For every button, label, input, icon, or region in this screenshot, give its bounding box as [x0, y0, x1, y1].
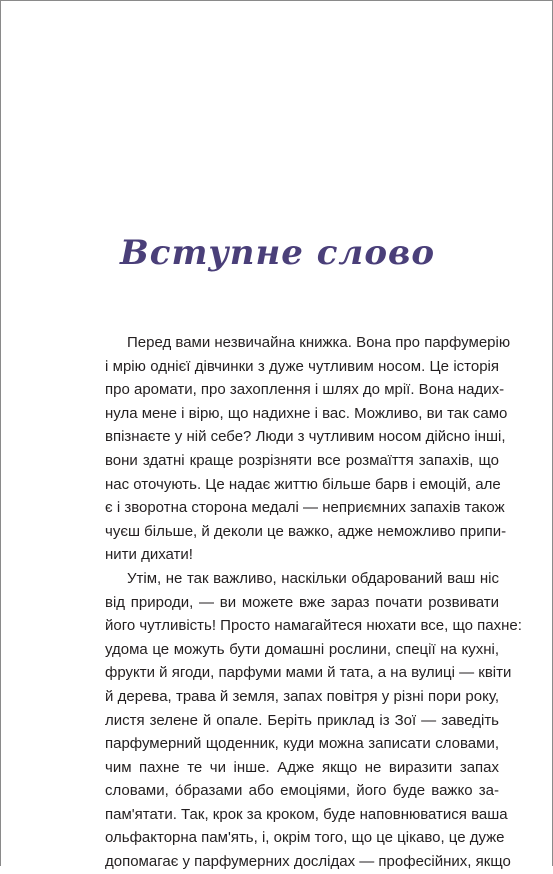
text-line: і мрію однієї дівчинки з дуже чутливим носом. Це історія — [105, 357, 499, 375]
text-line: ольфакторна пам'ять, і, окрім того, що це цікаво, це дуже — [105, 829, 505, 847]
text-line: нас оточують. Це надає життю більше барв і емоцій, але — [105, 475, 501, 493]
text-line: допомагає у парфумерних дослідах — професійних, якщо — [105, 853, 511, 871]
text-line: його чутливість! Просто намагайтеся нюхати все, що пахне: — [105, 617, 522, 635]
text-line: про аромати, про захоплення і шлях до мрії. Вона надих- — [105, 381, 505, 399]
text-line: Утім, не так важливо, наскільки обдарований ваш ніс — [127, 569, 499, 587]
body-text — [105, 331, 522, 874]
text-line: пам'ятати. Так, крок за кроком, буде наповнюватися ваша — [105, 805, 508, 823]
text-line: удома це можуть бути домашні рослини, спеції на кухні, — [105, 640, 499, 658]
text-line: нити дихати! — [105, 546, 193, 564]
text-line: від природи, — ви можете вже зараз почати розвивати — [105, 593, 499, 611]
text-line: нула мене і вірю, що надихне і вас. Можливо, ви так само — [105, 404, 508, 422]
text-line: фрукти й ягоди, парфуми мами й тата, а на вулиці — квіти — [105, 664, 512, 682]
text-line: листя зелене й опале. Беріть приклад із Зої — заведіть — [105, 711, 499, 729]
chapter-title: Вступне слово — [120, 233, 435, 273]
text-line: Перед вами незвичайна книжка. Вона про парфумерію — [127, 334, 511, 351]
text-line: й дерева, трава й земля, запах повітря у різні пори року, — [105, 687, 499, 705]
text-line: чим пахне те чи інше. Адже якщо не виразити запах — [105, 758, 499, 776]
text-line: парфумерний щоденник, куди можна записати словами, — [105, 735, 499, 753]
text-line: вони здатні краще розрізняти все розмаїття запахів, що — [105, 451, 499, 469]
text-line: словами, о́бразами або емоціями, його буде важко за- — [105, 782, 499, 800]
text-line: чуєш більше, й деколи це важко, адже неможливо припи- — [105, 522, 507, 540]
text-line: є і зворотна сторона медалі — неприємних запахів також — [105, 499, 505, 517]
text-line: впізнаєте у ній себе? Люди з чутливим носом дійсно інші, — [105, 428, 506, 446]
